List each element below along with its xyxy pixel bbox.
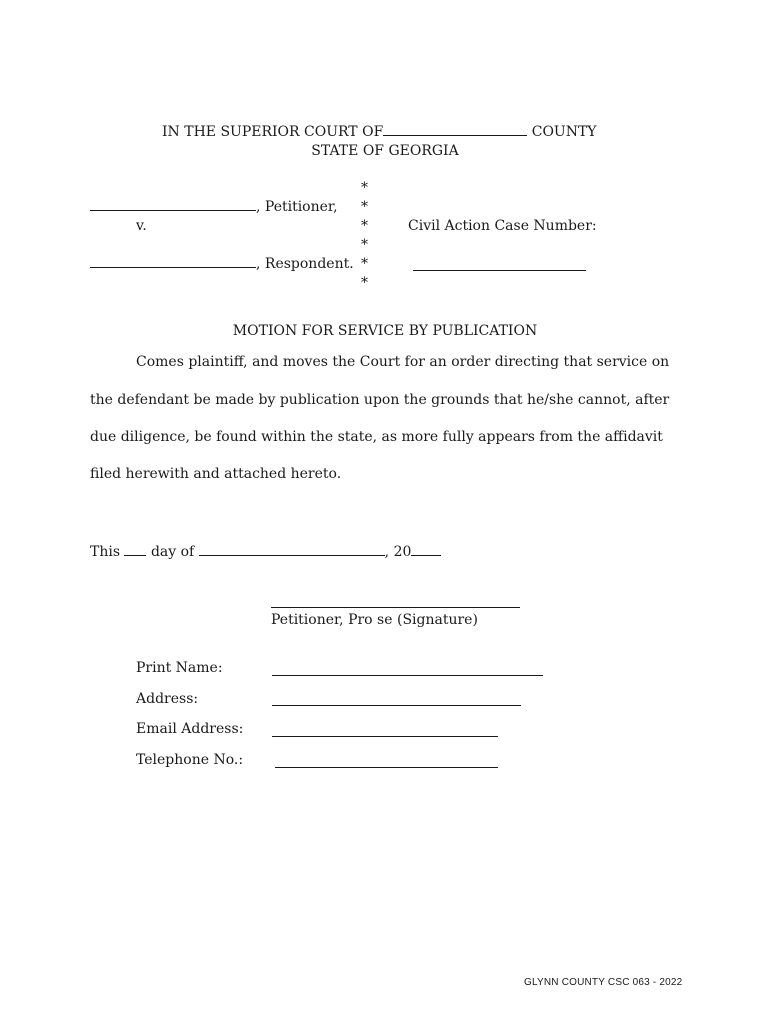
year-blank[interactable] [411,554,441,556]
motion-body-line: filed herewith and attached hereto. [90,466,342,482]
telephone-label: Telephone No.: [136,752,244,768]
caption-divider-star: * [361,256,368,272]
signature-blank[interactable] [271,607,520,608]
date-year-prefix: , 20 [384,544,412,560]
motion-body-line: the defendant be made by publication upon the grounds that he/she cannot, after [90,392,670,408]
motion-body-line: due diligence, be found within the state, as more fully appears from the affidavit [90,429,663,445]
print-name-field[interactable] [272,675,543,676]
state-heading: STATE OF GEORGIA [311,143,459,159]
respondent-line [90,256,354,272]
case-number-blank[interactable] [413,270,586,271]
address-label: Address: [136,691,199,707]
month-blank[interactable] [199,554,385,556]
signature-caption: Petitioner, Pro se (Signature) [271,612,478,628]
day-blank[interactable] [124,554,146,556]
address-field[interactable] [272,705,521,706]
petitioner-name-blank[interactable] [90,209,256,211]
petitioner-label: , Petitioner, [256,199,338,215]
petitioner-line [90,199,338,215]
respondent-name-blank[interactable] [90,266,256,268]
motion-title: MOTION FOR SERVICE BY PUBLICATION [232,323,538,339]
caption-divider-star: * [361,199,368,215]
versus-label: v. [136,218,147,234]
court-heading-prefix: IN THE SUPERIOR COURT OF [162,124,384,140]
date-line [90,544,441,560]
respondent-label: , Respondent. [256,256,354,272]
caption-divider-star: * [361,218,368,234]
caption-divider-star: * [361,275,368,291]
print-name-label: Print Name: [136,660,223,676]
email-label: Email Address: [136,721,244,737]
telephone-field[interactable] [275,767,498,768]
court-heading-suffix: COUNTY [531,124,597,140]
court-heading [162,124,597,140]
caption-divider-star: * [361,237,368,253]
date-this-label: This [90,544,121,560]
form-id-footer: GLYNN COUNTY CSC 063 - 2022 [524,977,683,988]
case-number-label: Civil Action Case Number: [408,218,597,234]
date-day-of-label: day of [150,544,195,560]
caption-divider-star: * [361,180,368,196]
email-field[interactable] [272,736,498,737]
motion-body-line: Comes plaintiff, and moves the Court for an order directing that service on [136,354,670,370]
county-blank[interactable] [383,134,527,136]
